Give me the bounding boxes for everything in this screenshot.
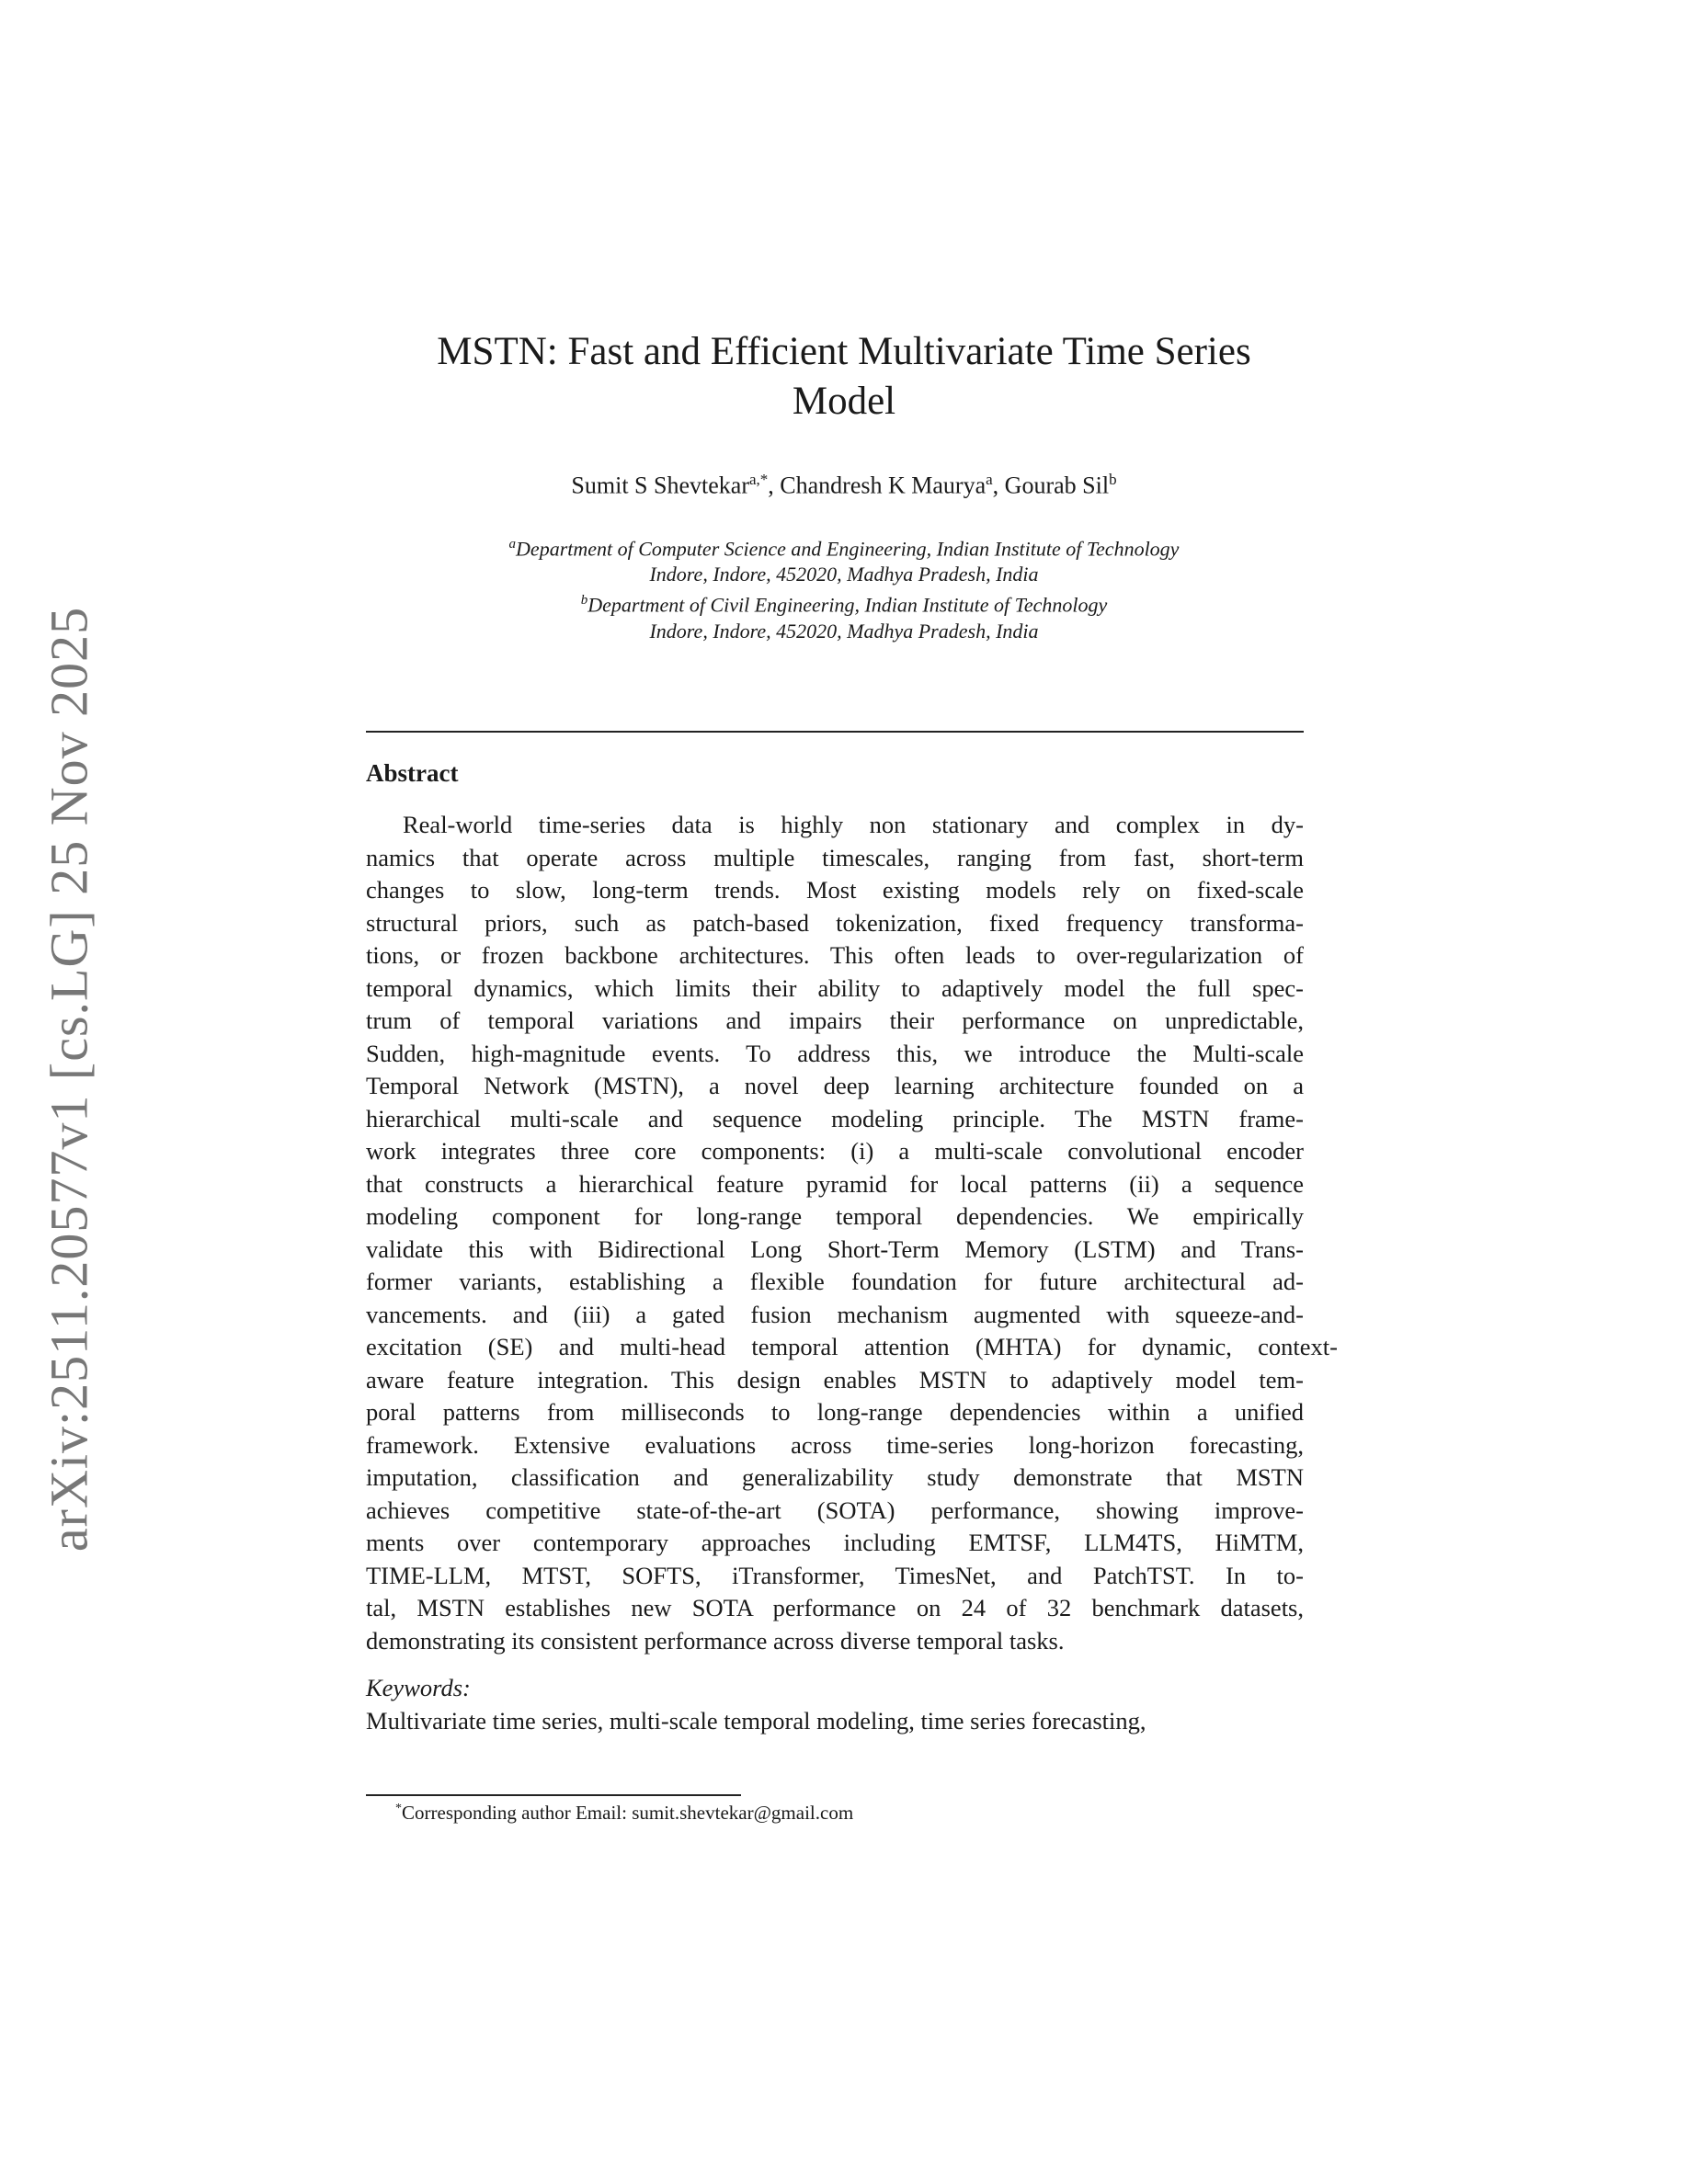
abstract-line: temporal dynamics, which limits their ability to adaptively model the full spec- (366, 973, 1304, 1002)
abstract-line: achieves competitive state-of-the-art (SOTA) performance, showing improve- (366, 1496, 1304, 1524)
abstract-line: tal, MSTN establishes new SOTA performance on 24 of 32 benchmark datasets, (366, 1594, 1304, 1621)
keywords-text: Multivariate time series, multi-scale temporal modeling, time series forecasting, (366, 1707, 1146, 1735)
abstract-line: imputation, classification and generalizability study demonstrate that MSTN (366, 1463, 1304, 1491)
abstract-line: that constructs a hierarchical feature pyramid for local patterns (ii) a sequence (366, 1169, 1304, 1198)
author-affiliation-mark: a (986, 471, 993, 488)
footnote-mark: * (395, 1802, 402, 1815)
abstract-line: trum of temporal variations and impairs their performance on unpredictable, (366, 1007, 1304, 1034)
title-line-1: MSTN: Fast and Efficient Multivariate Time Series (437, 330, 1251, 373)
footnote-rule (366, 1794, 741, 1796)
title-line-2: Model (792, 380, 896, 423)
affiliation-a (0, 531, 1688, 562)
abstract-line: framework. Extensive evaluations across time-series long-horizon forecasting, (366, 1430, 1304, 1459)
horizontal-rule (366, 731, 1304, 733)
affiliation-text: Department of Civil Engineering, Indian Institute of Technology (587, 593, 1108, 617)
abstract-line: aware feature integration. This design enables MSTN to adaptively model tem- (366, 1365, 1304, 1393)
abstract-heading: Abstract (366, 759, 459, 787)
author-separator: , (768, 472, 781, 499)
abstract-line: Sudden, high-magnitude events. To address this, we introduce the Multi-scale (366, 1039, 1304, 1067)
author-name: Sumit S Shevtekar (571, 472, 749, 499)
footnote-text: Corresponding author Email: sumit.shevtekar@gmail.com (402, 1802, 854, 1824)
abstract-line: vancements. and (iii) a gated fusion mechanism augmented with squeeze-and- (366, 1300, 1304, 1328)
author-name: Chandresh K Maurya (780, 472, 987, 499)
abstract-line: work integrates three core components: (i) a multi-scale convolutional encoder (366, 1137, 1304, 1165)
keywords-heading: Keywords: (366, 1674, 471, 1701)
abstract-line: structural priors, such as patch-based tokenization, fixed frequency transforma- (366, 908, 1304, 937)
affiliation-address: Indore, Indore, 452020, Madhya Pradesh, India (649, 563, 1039, 586)
author-list (0, 471, 1688, 500)
abstract-line: ments over contemporary approaches including EMTSF, LLM4TS, HiMTM, (366, 1529, 1304, 1556)
arxiv-identifier: arXiv:2511.20577v1 [cs.LG] 25 Nov 2025 (39, 606, 99, 1553)
abstract-line: tions, or frozen backbone architectures. This often leads to over-regularization of (366, 941, 1304, 969)
abstract-line: poral patterns from milliseconds to long-range dependencies within a unified (366, 1398, 1304, 1426)
paper-title (0, 327, 1688, 427)
affiliation-address: Indore, Indore, 452020, Madhya Pradesh, India (649, 619, 1039, 643)
abstract-line: former variants, establishing a flexible foundation for future architectural ad- (366, 1268, 1304, 1295)
abstract-line: Real-world time-series data is highly non stationary and complex in dy- (403, 811, 1304, 838)
author-separator: , (992, 472, 1005, 499)
footnote (395, 1802, 853, 1825)
abstract-line: hierarchical multi-scale and sequence modeling principle. The MSTN frame- (366, 1104, 1304, 1132)
abstract-line: TIME-LLM, MTST, SOFTS, iTransformer, TimesNet, and PatchTST. In to- (366, 1561, 1304, 1589)
affiliation-b (0, 587, 1688, 618)
abstract-line: excitation (SE) and multi-head temporal attention (MHTA) for dynamic, context- (366, 1333, 1338, 1360)
abstract-body (366, 809, 1338, 1657)
affiliation-mark: a (508, 537, 517, 552)
author-name: Gourab Sil (1004, 472, 1110, 499)
author-affiliation-mark: a,* (748, 471, 769, 488)
affiliations (0, 531, 1688, 644)
abstract-line: namics that operate across multiple timescales, ranging from fast, short-term (366, 843, 1304, 871)
abstract-line: changes to slow, long-term trends. Most existing models rely on fixed-scale (366, 876, 1304, 904)
affiliation-text: Department of Computer Science and Engineering, Indian Institute of Technology (516, 537, 1180, 561)
abstract-line: validate this with Bidirectional Long Short-Term Memory (LSTM) and Trans- (366, 1234, 1304, 1263)
affiliation-mark: b (580, 593, 588, 609)
abstract-line: Temporal Network (MSTN), a novel deep learning architecture founded on a (366, 1072, 1304, 1099)
abstract-line: modeling component for long-range temporal dependencies. We empirically (366, 1202, 1304, 1230)
abstract-line: demonstrating its consistent performance across diverse temporal tasks. (366, 1626, 1065, 1655)
author-affiliation-mark: b (1109, 471, 1117, 488)
